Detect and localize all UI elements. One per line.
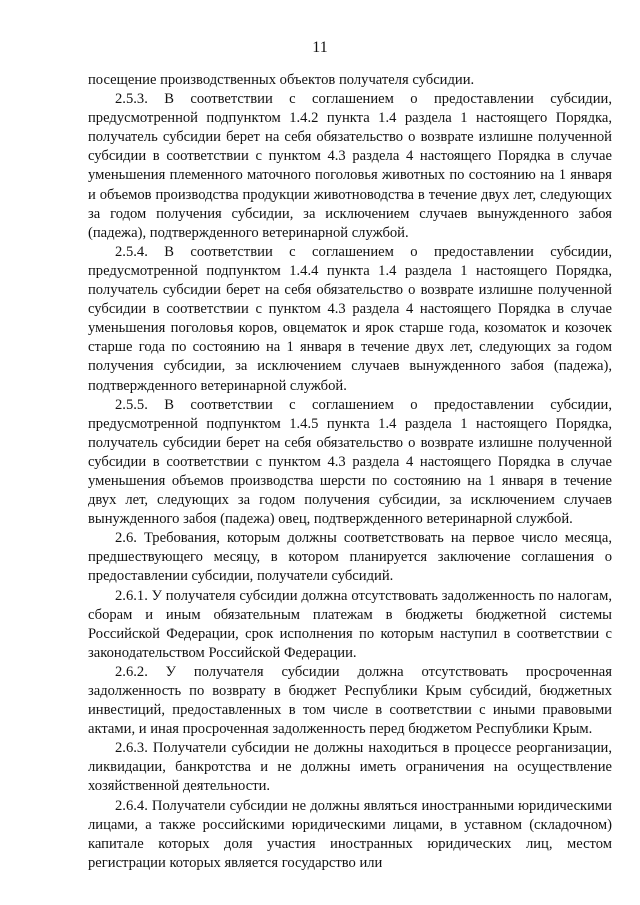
page-number: 11 xyxy=(312,39,328,56)
paragraph-2-6-4: 2.6.4. Получатели субсидии не должны являться иностранными юридическими лицами, а также российскими юридическими лицами, в уставном (складочном) капитале которых доля участия иностранных юридических лиц, местом регистрации которых является государство или xyxy=(88,797,612,871)
paragraph-continuation: посещение производственных объектов получателя субсидии. xyxy=(88,72,475,88)
paragraph-2-5-3: 2.5.3. В соответствии с соглашением о предоставлении субсидии, предусмотренной подпунктом 1.4.2 пункта 1.4 раздела 1 настоящего Порядка, получатель субсидии берет на себя обязательство о возврате излишне полученной субсидии в соответствии с пунктом 4.3 раздела 4 настоящего Порядка в случае уменьшения племенного маточного поголовья животных по состоянию на 1 января и объемов производства продукции животноводства в течение двух лет, следующих за годом получения субсидии, за исключением случаев вынужденного забоя (падежа), подтвержденного ветеринарной службой. xyxy=(88,91,612,241)
paragraph-2-6: 2.6. Требования, которым должны соответствовать на первое число месяца, предшествующего месяцу, в котором планируется заключение соглашения о предоставлении субсидии, получатели субсидий. xyxy=(88,530,612,585)
paragraph-2-6-1: 2.6.1. У получателя субсидии должна отсутствовать задолженность по налогам, сборам и иным обязательным платежам в бюджеты бюджетной системы Российской Федерации, срок исполнения по которым наступил в соответствии с законодательством Российской Федерации. xyxy=(88,587,612,661)
paragraph-2-6-2: 2.6.2. У получателя субсидии должна отсутствовать просроченная задолженность по возврату в бюджет Республики Крым субсидий, бюджетных инвестиций, предоставленных в том числе в соответствии с иными правовыми актами, и иная просроченная задолженность перед бюджетом Республики Крым. xyxy=(88,663,612,738)
paragraph-2-5-4: 2.5.4. В соответствии с соглашением о предоставлении субсидии, предусмотренной подпунктом 1.4.4 пункта 1.4 раздела 1 настоящего Порядка, получатель субсидии берет на себя обязательство о возврате излишне полученной субсидии в соответствии с пунктом 4.3 раздела 4 настоящего Порядка в случае уменьшения поголовья коров, овцематок и ярок старше года, козоматок и козочек старше года по состоянию на 1 января в течение двух лет, следующих за годом получения субсидии, за исключением случаев вынужденного забоя (падежа), подтвержденного ветеринарной службой. xyxy=(88,243,612,394)
paragraph-2-6-3: 2.6.3. Получатели субсидии не должны находиться в процессе реорганизации, ликвидации, банкротства и не должны иметь ограничения на осуществление хозяйственной деятельности. xyxy=(88,740,612,795)
paragraph-2-5-5: 2.5.5. В соответствии с соглашением о предоставлении субсидии, предусмотренной подпунктом 1.4.5 пункта 1.4 раздела 1 настоящего Порядка, получатель субсидии берет на себя обязательство о возврате излишне полученной субсидии в соответствии с пунктом 4.3 раздела 4 настоящего Порядка в случае уменьшения объемов производства шерсти по состоянию на 1 января в течение двух лет, следующих за годом получения субсидии, за исключением случаев вынужденного забоя (падежа) овец, подтвержденного ветеринарной службой. xyxy=(88,396,612,528)
document-body xyxy=(88,71,612,873)
